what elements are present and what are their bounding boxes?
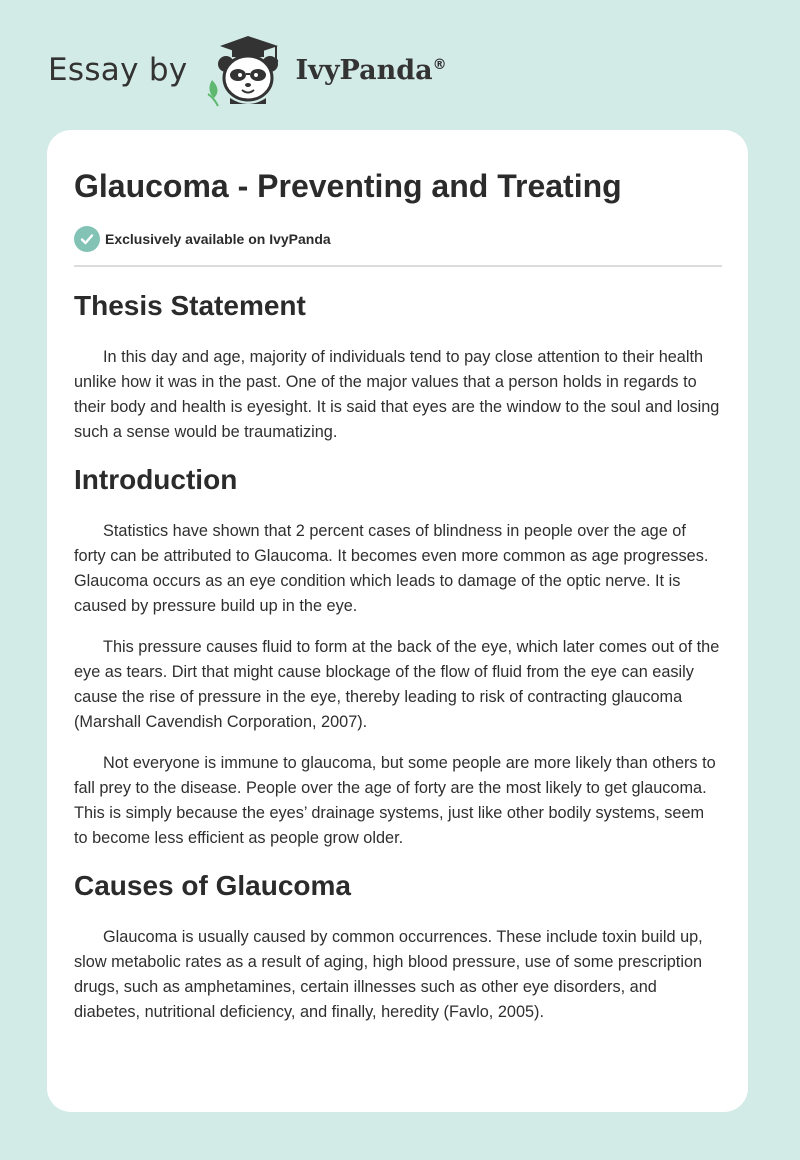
brand-name-text: IvyPanda	[295, 54, 433, 86]
page-title: Glaucoma - Preventing and Treating	[74, 168, 622, 204]
registered-mark: ®	[432, 56, 447, 73]
essay-card	[47, 130, 748, 1112]
section-heading: Causes of Glaucoma	[74, 870, 351, 901]
section-causes-of-glaucoma	[74, 869, 722, 1025]
section-heading: Thesis Statement	[74, 290, 306, 321]
paragraph: Statistics have shown that 2 percent cases of blindness in people over the age of forty can be attributed to Glaucoma. It becomes even more common as age progresses. Glaucoma occurs as an eye condition which leads to damage of the optic nerve. It is caused by pressure build up in the eye.	[74, 522, 709, 615]
brand-name	[296, 55, 447, 86]
exclusive-badge-label: Exclusively available on IvyPanda	[105, 231, 331, 247]
checkmark-circle-icon	[74, 226, 100, 252]
section-heading: Introduction	[74, 464, 238, 495]
paragraph: This pressure causes fluid to form at the back of the eye, which later comes out of the eye as tears. Dirt that might cause blockage of the flow of fluid from the eye can easily cause the rise of pressure in the eye, thereby leading to risk of contracting glaucoma (Marshall Cavendish Corporation, 2007).	[74, 638, 720, 731]
paragraph: Glaucoma is usually caused by common occurrences. These include toxin build up, slow metabolic rates as a result of aging, high blood pressure, use of some prescription drugs, such as amphetamines, certain illnesses such as other eye disorders, and diabetes, nutritional deficiency, and finally, heredity (Favlo, 2005).	[74, 928, 703, 1021]
section-introduction	[74, 463, 722, 851]
paragraph: In this day and age, majority of individuals tend to pay close attention to their health unlike how it was in the past. One of the major values that a person holds in regards to their body and health is eyesight. It is said that eyes are the window to the soul and losing such a sense would be traumatizing.	[74, 348, 720, 441]
site-header-brand[interactable]	[48, 30, 447, 110]
paragraph: Not everyone is immune to glaucoma, but some people are more likely than others to fall prey to the disease. People over the age of forty are the most likely to get glaucoma. This is simply because the eyes’ drainage systems, just like other bodily systems, seem to become less efficient as people grow older.	[74, 754, 716, 847]
exclusive-badge	[74, 226, 722, 252]
section-thesis-statement	[74, 289, 722, 445]
panda-graduate-logo-icon	[202, 32, 294, 108]
essay-by-label: Essay by	[48, 52, 188, 88]
title-divider	[74, 265, 722, 267]
